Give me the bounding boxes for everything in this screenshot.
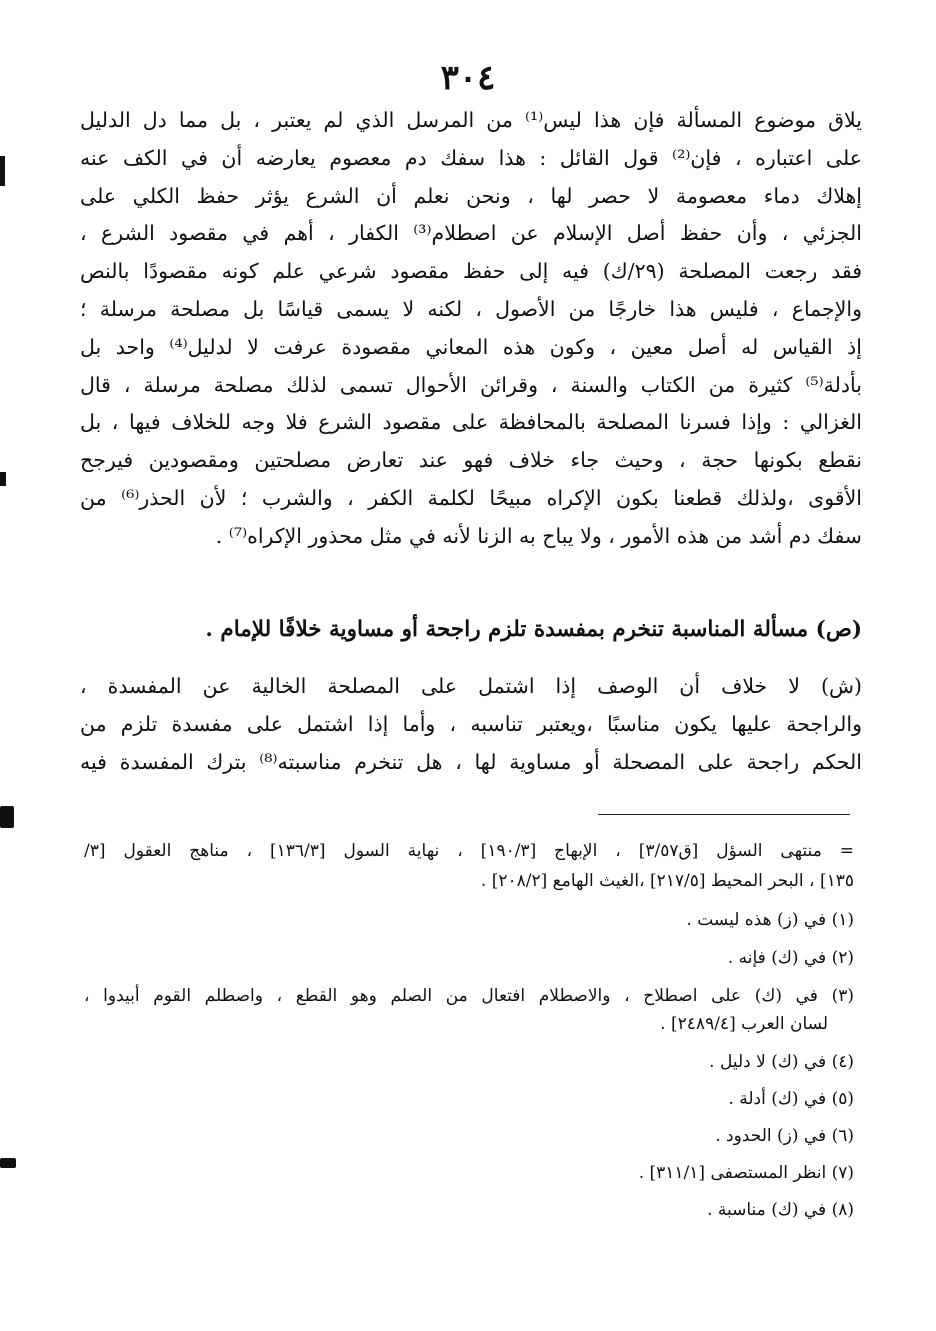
footnote-4: (٤) في (ك) لا دليل . — [709, 1052, 854, 1072]
body-line: على اعتباره ، فإن⁽²⁾ قول القائل : هذا سفك دم معصوم يعارضه أن في الكف عنه — [80, 145, 862, 170]
footnote-6: (٦) في (ز) الحدود . — [715, 1126, 854, 1146]
body-line: إذ القياس له أصل معين ، وكون هذه المعاني مقصودة عرفت لا لدليل⁽⁴⁾ واحد بل — [80, 334, 862, 359]
footnote-8: (٨) في (ك) مناسبة . — [707, 1200, 854, 1220]
commentary-line: والراجحة عليها يكون مناسبًا ،ويعتبر تناسبه ، وأما إذا اشتمل على مفسدة تلزم من — [80, 711, 862, 736]
commentary-paragraph — [80, 668, 862, 781]
body-line: فقد رجعت المصلحة (٢٩/ك) فيه إلى حفظ مقصود شرعي علم كونه مقصودًا بالنص — [80, 259, 862, 284]
body-line: بأدلة⁽⁵⁾ كثيرة من الكتاب والسنة ، وقرائن الأحوال تسمى لذلك مصلحة مرسلة ، قال — [80, 372, 862, 397]
footnote-7: (٧) انظر المستصفى [٣١١/١] . — [638, 1163, 854, 1183]
footnote-separator — [598, 814, 850, 815]
body-line: سفك دم أشد من هذه الأمور ، ولا يباح به الزنا لأنه في مثل محذور الإكراه⁽⁷⁾ . — [215, 523, 862, 548]
body-line: الجزئي ، وأن حفظ أصل الإسلام عن اصطلام⁽³⁾ الكفار ، أهم في مقصود الشرع ، — [80, 221, 862, 246]
footnote-2: (٢) في (ك) فإنه . — [727, 948, 854, 968]
scan-mark — [0, 156, 5, 186]
body-line: والإجماع ، فليس هذا خارجًا من الأصول ، لكنه لا يسمى قياسًا بل مصلحة مرسلة ؛ — [80, 296, 862, 321]
scan-mark — [0, 1158, 16, 1168]
footnote-5: (٥) في (ك) أدلة . — [728, 1089, 854, 1109]
body-line: الأقوى ،ولذلك قطعنا بكون الإكراه مبيحًا لكلمة الكفر ، والشرب ؛ لأن الحذر⁽⁶⁾ من — [80, 485, 862, 510]
footnote-continuation-line: = منتهى السؤل [ق٣/٥٧] ، الإبهاج [١٩٠/٣] ، نهاية السول [١٣٦/٣] ، مناهج العقول [٣/ — [84, 841, 854, 861]
body-line: نقطع بكونها حجة ، وحيث جاء خلاف فهو عند تعارض مصلحتين ومقصودين فيرجح — [80, 448, 862, 473]
footnotes — [84, 836, 854, 1224]
footnote-3: (٣) في (ك) على اصطلاح ، والاصطلام افتعال من الصلم وهو القطع ، واصطلم القوم أبيدوا ، — [84, 986, 854, 1006]
footnote-1: (١) في (ز) هذه ليست . — [686, 910, 854, 930]
footnote-3-continued: لسان العرب [٢٤٨٩/٤] . — [660, 1014, 828, 1034]
scan-mark — [0, 472, 6, 486]
commentary-line: الحكم راجحة على المصحلة أو مساوية لها ، هل تنخرم مناسبته⁽⁸⁾ بترك المفسدة فيه — [80, 749, 862, 774]
main-paragraph — [80, 102, 862, 556]
body-line: الغزالي : وإذا فسرنا المصلحة بالمحافظة على مقصود الشرع فلا وجه للخلاف فيها ، بل — [80, 410, 862, 435]
body-line: يلاق موضوع المسألة فإن هذا ليس⁽¹⁾ من المرسل الذي لم يعتبر ، بل مما دل الدليل — [80, 108, 862, 132]
page-number: ٣٠٤ — [440, 58, 496, 98]
scan-mark — [0, 806, 14, 828]
body-line: إهلاك دماء معصومة لا حصر لها ، ونحن نعلم أن الشرع يؤثر حفظ الكلي على — [80, 183, 862, 208]
commentary-line: (ش) لا خلاف أن الوصف إذا اشتمل على المصلحة الخالية عن المفسدة ، — [80, 674, 862, 698]
section-heading: (ص) مسألة المناسبة تنخرم بمفسدة تلزم راجحة أو مساوية خلافًا للإمام . — [205, 617, 862, 642]
footnote-continuation-line: ١٣٥] ، البحر المحيط [٢١٧/٥] ،الغيث الهامع [٢٠٨/٢] . — [480, 871, 854, 891]
